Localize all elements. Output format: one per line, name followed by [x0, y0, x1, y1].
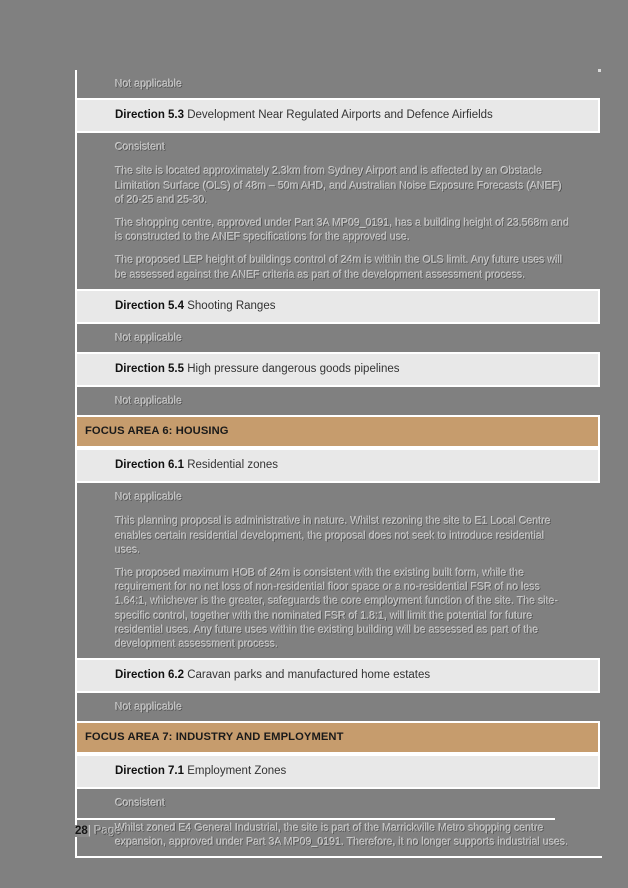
direction-number: Direction 7.1 — [115, 765, 185, 778]
footer-page-number: 28 — [75, 825, 88, 837]
direction-5-4-heading — [77, 289, 600, 324]
direction-6-2-justification — [77, 693, 600, 721]
direction-6-2-heading — [77, 658, 600, 693]
focus-area-7-banner — [77, 721, 600, 754]
direction-5-2-justification — [77, 70, 600, 98]
direction-number: Direction 5.3 — [115, 109, 185, 122]
direction-title: Shooting Ranges — [187, 299, 276, 312]
footer-page-label — [75, 824, 555, 838]
focus-area-6-banner — [77, 415, 600, 448]
justification-paragraph: Not applicable — [115, 78, 183, 90]
direction-6-1-heading — [77, 448, 600, 483]
direction-title: Residential zones — [187, 459, 279, 472]
focus-area-title: FOCUS AREA 7: INDUSTRY AND EMPLOYMENT — [85, 731, 344, 744]
focus-area-title: FOCUS AREA 6: HOUSING — [85, 425, 229, 438]
direction-5-4-justification — [77, 324, 600, 352]
table-bottom-border — [75, 856, 602, 858]
justification-paragraph: Not applicable — [115, 395, 183, 408]
justification-paragraph: The proposed maximum HOB of 24m is consistent with the existing built form, while the requirement for no net loss of non-residential floor space or a no-residential FSR of no less 1.64:1, whichever is the greater, safeguards the core employment function of the site. The site-specific control, together with the nominated FSR of 1.8:1, will limit the potential for future residential uses. Any future uses within the existing building will be assessed as part of the development assessment process. — [115, 567, 559, 651]
direction-title: Caravan parks and manufactured home estates — [187, 669, 431, 682]
justification-paragraph: The site is located approximately 2.3km from Sydney Airport and is affected by an Obstacle Limitation Surface (OLS) of 48m – 50m AHD, and Australian Noise Exposure Forecasts (ANEF) of 20-25 and 25-30. — [115, 165, 562, 206]
justification-paragraph: Not applicable — [115, 331, 183, 344]
direction-7-1-heading — [77, 754, 600, 789]
footer-divider — [75, 818, 555, 820]
direction-title: High pressure dangerous goods pipelines — [187, 363, 400, 376]
direction-6-1-justification — [77, 483, 600, 658]
direction-number: Direction 6.1 — [115, 459, 185, 472]
justification-paragraph: Not applicable — [115, 701, 183, 714]
footer-separator: | — [87, 825, 91, 837]
consistency-status: Not applicable — [115, 491, 183, 504]
consistency-status: Consistent — [115, 141, 166, 154]
justification-paragraph: The proposed LEP height of buildings control of 24m is within the OLS limit. Any future uses will be assessed against the ANEF criteria as part of the development assessment process. — [115, 254, 563, 281]
consistency-status: Consistent — [115, 797, 166, 810]
justification-paragraph: This planning proposal is administrative in nature. Whilst rezoning the site to E1 Local Centre enables certain residential development, the proposal does not seek to introduce residential uses. — [115, 515, 551, 556]
direction-number: Direction 6.2 — [115, 669, 185, 682]
justification-paragraph: Whilst zoned E4 General Industrial, the site is part of the Marrickville Metro shopping centre expansion, approved under Part 3A MP09_0191. Therefore, it no longer supports industrial uses. — [115, 821, 569, 848]
direction-5-3-justification — [77, 133, 600, 289]
direction-5-5-justification — [77, 387, 600, 415]
direction-title: Development Near Regulated Airports and Defence Airfields — [187, 109, 493, 122]
direction-5-5-heading — [77, 352, 600, 387]
footer-page-word: Page — [94, 825, 121, 837]
direction-5-3-heading — [77, 98, 600, 133]
direction-title: Employment Zones — [187, 765, 287, 778]
page-footer — [75, 818, 555, 838]
direction-number: Direction 5.4 — [115, 299, 185, 312]
direction-number: Direction 5.5 — [115, 363, 185, 376]
justification-paragraph: The shopping centre, approved under Part 3A MP09_0191, has a building height of 23.568m and is constructed to the ANEF specifications for the approved use. — [115, 217, 570, 244]
directions-assessment-table — [75, 70, 600, 858]
